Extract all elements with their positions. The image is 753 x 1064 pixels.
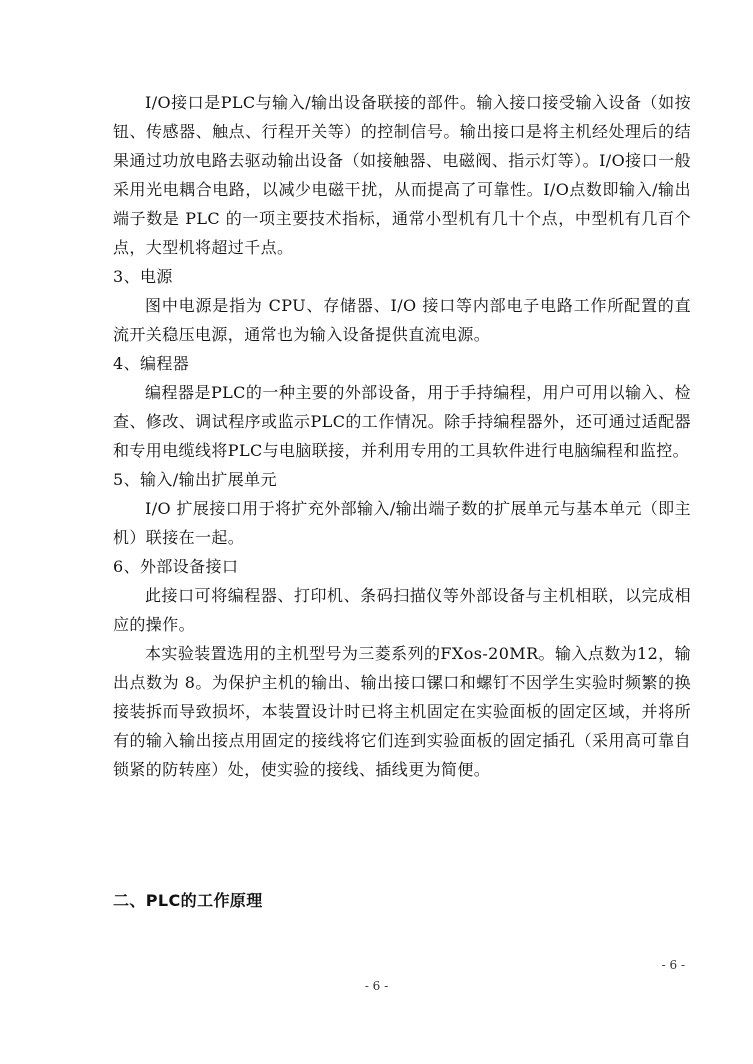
page-number-center: - 6 - [364, 979, 389, 993]
paragraph-programmer: 编程器是PLC的一种主要的外部设备，用于手持编程，用户可用以输入、检查、修改、调试程序或监示PLC的工作情况。除手持编程器外，还可通过适配器和专用电缆线将PLC与电脑联接，并利用专用的工具软件进行电脑编程和监控。 [113, 383, 691, 460]
heading-io-expansion: 5、输入/输出扩展单元 [113, 470, 277, 489]
section-title: 二、PLC的工作原理 [113, 891, 263, 910]
paragraph-io-expansion: I/O 扩展接口用于将扩充外部输入/输出端子数的扩展单元与基本单元（即主机）联接在一起。 [113, 499, 691, 547]
paragraph-power-supply: 图中电源是指为 CPU、存储器、I/O 接口等内部电子电路工作所配置的直流开关稳压电源，通常也为输入设备提供直流电源。 [113, 296, 691, 344]
body-text [113, 88, 691, 784]
paragraph-external-interface: 此接口可将编程器、打印机、条码扫描仪等外部设备与主机相联，以完成相应的操作。 [113, 586, 691, 634]
page-number-right: - 6 - [661, 958, 685, 972]
heading-power-supply: 3、电源 [113, 267, 173, 286]
heading-external-interface: 6、外部设备接口 [113, 557, 239, 576]
paragraph-io-interface: I/O接口是PLC与输入/输出设备联接的部件。输入接口接受输入设备（如按钮、传感器、触点、行程开关等）的控制信号。输出接口是将主机经处理后的结果通过功放电路去驱动输出设备（如接触器、电磁阀、指示灯等）。I/O接口一般采用光电耦合电路，以减少电磁干扰，从而提高了可靠性。I/O点数即输入/输出端子数是 PLC 的一项主要技术指标，通常小型机有几十个点，中型机有几百个点，大型机将超过千点。 [113, 93, 691, 257]
paragraph-device-description: 本实验装置选用的主机型号为三菱系列的FXos-20MR。输入点数为12，输出点数为 8。为保护主机的输出、输出接口镙口和螺钉不因学生实验时频繁的换接装拆而导致损坏，本装置设计时已将主机固定在实验面板的固定区域，并将所有的输入输出接点用固定的接线将它们连到实验面板的固定插孔（采用高可靠自锁紧的防转座）处，使实验的接线、插线更为简便。 [113, 644, 691, 779]
heading-programmer: 4、编程器 [113, 354, 190, 373]
